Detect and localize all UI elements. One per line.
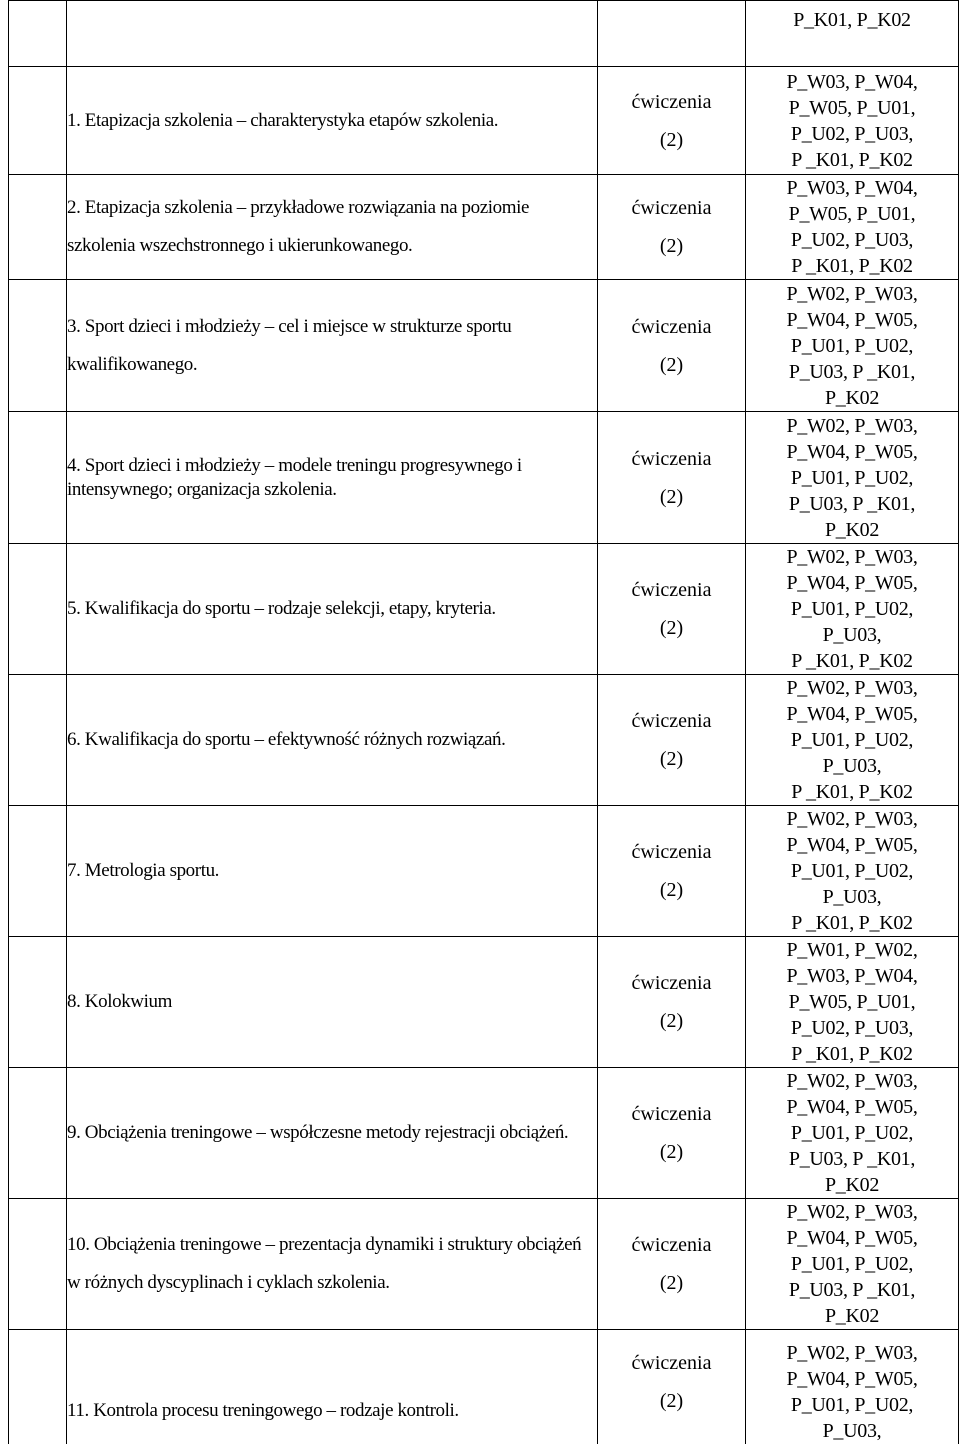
form-cell <box>598 675 746 806</box>
effects-line: P_U03, P _K01, <box>746 359 958 385</box>
table-row <box>9 937 959 1068</box>
topic-cell: 7. Metrologia sportu. <box>67 806 598 937</box>
effects-line: P_W04, P_W05, <box>746 1225 958 1251</box>
hours-label: (2) <box>598 1382 745 1420</box>
hours-label: (2) <box>598 346 745 384</box>
effects-line: P_W04, P_W05, <box>746 832 958 858</box>
effects-cell <box>746 1068 959 1199</box>
form-cell <box>598 1330 746 1444</box>
effects-line: P_U03, P _K01, <box>746 1146 958 1172</box>
topic-cell: 4. Sport dzieci i młodzieży – modele treningu progresywnego i intensywnego; organizacja szkolenia. <box>67 412 598 544</box>
number-cell <box>9 67 67 175</box>
number-cell <box>9 806 67 937</box>
effects-line: P_U01, P_U02, <box>746 1392 958 1418</box>
table-row <box>9 1068 959 1199</box>
effects-line: P _K01, P_K02 <box>746 147 958 173</box>
effects-line: P_W02, P_W03, <box>746 675 958 701</box>
effects-line: P_U03, <box>746 753 958 779</box>
table-row <box>9 280 959 412</box>
table-row <box>9 675 959 806</box>
form-cell <box>598 806 746 937</box>
effects-cell <box>746 1199 959 1330</box>
number-cell <box>9 280 67 412</box>
effects-line: P _K01, P_K02 <box>746 648 958 674</box>
effects-line: P_U01, P_U02, <box>746 596 958 622</box>
topic-cell: 3. Sport dzieci i młodzieży – cel i miejsce w strukturze sportu kwalifikowanego. <box>67 280 598 412</box>
topic-cell: 2. Etapizacja szkolenia – przykładowe rozwiązania na poziomie szkolenia wszechstronnego i ukierunkowanego. <box>67 175 598 280</box>
effects-line: P_W05, P_U01, <box>746 989 958 1015</box>
form-label: ćwiczenia <box>598 189 745 227</box>
effects-line: P_W04, P_W05, <box>746 570 958 596</box>
hours-label: (2) <box>598 740 745 778</box>
effects-cell <box>746 675 959 806</box>
form-label: ćwiczenia <box>598 702 745 740</box>
form-label: ćwiczenia <box>598 1344 745 1382</box>
hours-label: (2) <box>598 871 745 909</box>
effects-line: P _K01, P_K02 <box>746 779 958 805</box>
table-row <box>9 806 959 937</box>
table-row <box>9 1199 959 1330</box>
effects-line: P_U03, P _K01, <box>746 491 958 517</box>
hours-label: (2) <box>598 121 745 159</box>
table-row <box>9 412 959 544</box>
effects-line: P_K02 <box>746 385 958 411</box>
topic-cell <box>67 1 598 67</box>
form-cell <box>598 67 746 175</box>
effects-line: P_W05, P_U01, <box>746 201 958 227</box>
effects-line: P_W02, P_W03, <box>746 544 958 570</box>
number-cell <box>9 1199 67 1330</box>
topic-cell: 9. Obciążenia treningowe – współczesne metody rejestracji obciążeń. <box>67 1068 598 1199</box>
effects-line: P _K01, P_K02 <box>746 1041 958 1067</box>
topic-cell: 1. Etapizacja szkolenia – charakterystyka etapów szkolenia. <box>67 67 598 175</box>
effects-line: P_W02, P_W03, <box>746 1068 958 1094</box>
effects-cell <box>746 937 959 1068</box>
effects-line: P_U02, P_U03, <box>746 1015 958 1041</box>
form-label: ćwiczenia <box>598 964 745 1002</box>
number-cell <box>9 412 67 544</box>
topic-cell: 10. Obciążenia treningowe – prezentacja dynamiki i struktury obciążeń w różnych dyscyplinach i cyklach szkolenia. <box>67 1199 598 1330</box>
form-label: ćwiczenia <box>598 440 745 478</box>
topic-cell: 8. Kolokwium <box>67 937 598 1068</box>
effects-line: P_W02, P_W03, <box>746 413 958 439</box>
effects-line: P_U01, P_U02, <box>746 1251 958 1277</box>
form-label: ćwiczenia <box>598 308 745 346</box>
hours-label: (2) <box>598 478 745 516</box>
table-row <box>9 67 959 175</box>
hours-label: (2) <box>598 1002 745 1040</box>
effects-line: P_U03, <box>746 1418 958 1444</box>
form-cell <box>598 544 746 675</box>
form-cell <box>598 1068 746 1199</box>
form-cell <box>598 937 746 1068</box>
hours-label: (2) <box>598 227 745 265</box>
effects-line: P_U03, <box>746 622 958 648</box>
effects-line: P _K01, P_K02 <box>746 253 958 279</box>
effects-line: P_W04, P_W05, <box>746 307 958 333</box>
topic-cell: 11. Kontrola procesu treningowego – rodzaje kontroli. <box>67 1330 598 1444</box>
effects-line: P_K02 <box>746 517 958 543</box>
effects-line: P_U01, P_U02, <box>746 333 958 359</box>
effects-line: P_U01, P_U02, <box>746 858 958 884</box>
table-row-header <box>9 1 959 67</box>
form-cell <box>598 1 746 67</box>
hours-label: (2) <box>598 1133 745 1171</box>
effects-line: P_W02, P_W03, <box>746 1340 958 1366</box>
syllabus-table <box>8 0 959 1444</box>
effects-line: P_U02, P_U03, <box>746 227 958 253</box>
form-cell <box>598 412 746 544</box>
number-cell <box>9 1330 67 1444</box>
effects-cell <box>746 1330 959 1444</box>
effects-line: P_W01, P_W02, <box>746 937 958 963</box>
effects-cell <box>746 806 959 937</box>
effects-line: P_U01, P_U02, <box>746 465 958 491</box>
effects-cell <box>746 412 959 544</box>
effects-cell <box>746 280 959 412</box>
hours-label: (2) <box>598 1264 745 1302</box>
effects-line: P_W04, P_W05, <box>746 1094 958 1120</box>
effects-line: P_W02, P_W03, <box>746 1199 958 1225</box>
table-row <box>9 544 959 675</box>
effects-line: P_W04, P_W05, <box>746 701 958 727</box>
effects-line: P_W03, P_W04, <box>746 963 958 989</box>
table-row <box>9 175 959 280</box>
effects-line: P_W05, P_U01, <box>746 95 958 121</box>
effects-line: P_W02, P_W03, <box>746 281 958 307</box>
effects-line: P_W04, P_W05, <box>746 1366 958 1392</box>
effects-cell <box>746 544 959 675</box>
form-cell <box>598 175 746 280</box>
effects-line: P_K02 <box>746 1303 958 1329</box>
effects-line: P_U03, <box>746 884 958 910</box>
effects-line: P_K02 <box>746 1172 958 1198</box>
effects-cell <box>746 1 959 67</box>
effects-line: P_U01, P_U02, <box>746 1120 958 1146</box>
form-cell <box>598 1199 746 1330</box>
number-cell <box>9 1 67 67</box>
effects-line: P _K01, P_K02 <box>746 910 958 936</box>
form-label: ćwiczenia <box>598 571 745 609</box>
form-label: ćwiczenia <box>598 1095 745 1133</box>
form-cell <box>598 280 746 412</box>
number-cell <box>9 937 67 1068</box>
number-cell <box>9 175 67 280</box>
effects-line: P_U02, P_U03, <box>746 121 958 147</box>
effects-line: P_W03, P_W04, <box>746 69 958 95</box>
effects-line: P_W03, P_W04, <box>746 175 958 201</box>
effects-line: P_K01, P_K02 <box>746 7 958 33</box>
number-cell <box>9 675 67 806</box>
effects-cell <box>746 175 959 280</box>
number-cell <box>9 544 67 675</box>
form-label: ćwiczenia <box>598 833 745 871</box>
effects-line: P_W04, P_W05, <box>746 439 958 465</box>
form-label: ćwiczenia <box>598 1226 745 1264</box>
effects-line: P_U03, P _K01, <box>746 1277 958 1303</box>
table-row <box>9 1330 959 1444</box>
topic-cell: 6. Kwalifikacja do sportu – efektywność różnych rozwiązań. <box>67 675 598 806</box>
effects-line: P_W02, P_W03, <box>746 806 958 832</box>
effects-line: P_U01, P_U02, <box>746 727 958 753</box>
topic-cell: 5. Kwalifikacja do sportu – rodzaje selekcji, etapy, kryteria. <box>67 544 598 675</box>
effects-cell <box>746 67 959 175</box>
number-cell <box>9 1068 67 1199</box>
form-label: ćwiczenia <box>598 83 745 121</box>
hours-label: (2) <box>598 609 745 647</box>
